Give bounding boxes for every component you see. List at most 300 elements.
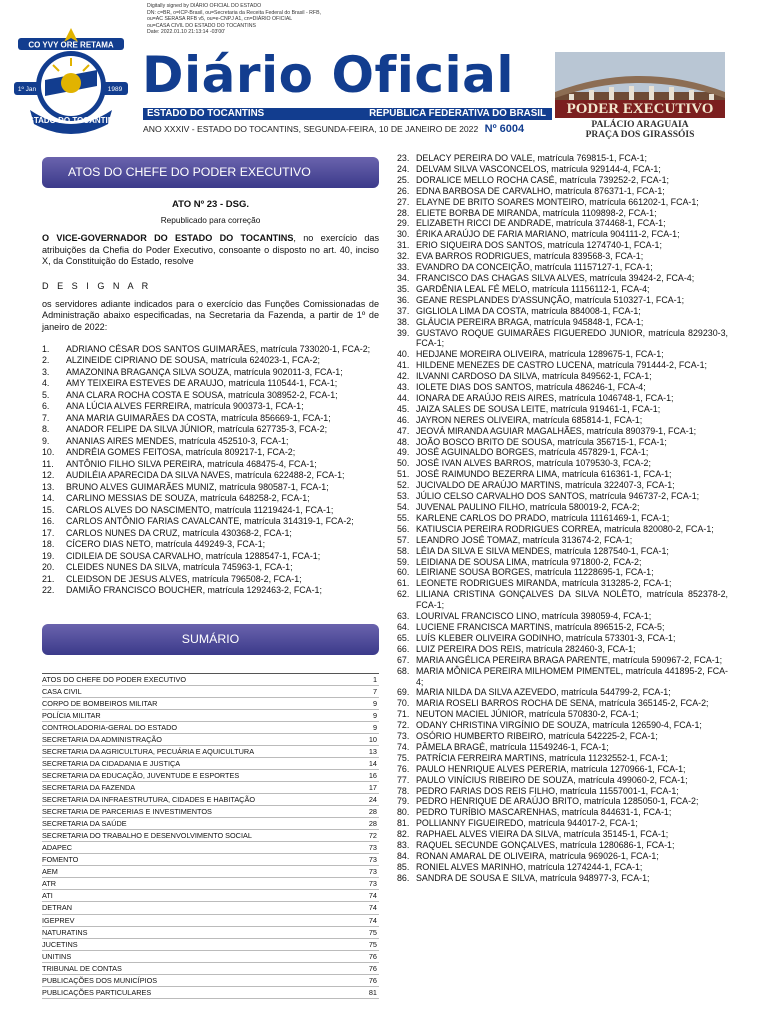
item-text: ANA MARIA GUIMARÃES DA COSTA, matrícula 856669-1, FCA-1; xyxy=(66,412,331,423)
publication-title: Diário Oficial xyxy=(142,46,514,104)
list-item xyxy=(397,360,728,371)
item-number: 39. xyxy=(397,327,410,338)
item-number: 36. xyxy=(397,294,410,305)
item-text: LILIANA CRISTINA GONÇALVES DA SILVA NOLÊTO, matrícula 852378-2, FCA-1; xyxy=(416,589,728,611)
item-number: 1. xyxy=(42,343,50,354)
item-number: 61. xyxy=(397,578,410,589)
summary-page: 75 xyxy=(368,939,377,949)
item-number: 71. xyxy=(397,709,410,720)
item-text: NEUTON MACIEL JÚNIOR, matrícula 570830-2, FCA-1; xyxy=(416,709,639,720)
item-text: AMAZONINA BRAGANÇA SILVA SOUZA, matrícula 902011-3, FCA-1; xyxy=(66,366,343,377)
item-text: ODANY CHRISTINA VIRGÍNIO DE SOUZA, matrícula 126590-4, FCA-1; xyxy=(416,720,702,731)
list-item xyxy=(397,208,728,219)
item-number: 57. xyxy=(397,534,410,545)
summary-label: FOMENTO xyxy=(42,855,79,865)
list-item xyxy=(42,413,379,425)
item-number: 13. xyxy=(42,481,55,492)
item-number: 85. xyxy=(397,861,410,872)
issue-line xyxy=(143,123,524,135)
summary-row[interactable] xyxy=(42,698,379,710)
right-column xyxy=(397,153,728,884)
summary-row[interactable] xyxy=(42,770,379,782)
item-number: 81. xyxy=(397,818,410,829)
item-number: 3. xyxy=(42,366,50,377)
list-item xyxy=(42,574,379,586)
item-text: ÉRIKA ARAÚJO DE FARIA MARIANO, matrícula 904111-2, FCA-1; xyxy=(416,229,680,240)
summary-page: 73 xyxy=(368,855,377,865)
republic-name: REPÚBLICA FEDERATIVA DO BRASIL xyxy=(369,108,546,119)
list-item xyxy=(397,491,728,502)
designar-heading: D E S I G N A R xyxy=(42,280,152,291)
list-item xyxy=(397,175,728,186)
item-number: 34. xyxy=(397,272,410,283)
item-text: ELIETE BORBA DE MIRANDA, matrícula 1109898-2, FCA-1; xyxy=(416,207,657,218)
summary-row[interactable] xyxy=(42,866,379,878)
item-number: 60. xyxy=(397,567,410,578)
summary-table xyxy=(42,673,379,999)
list-item xyxy=(42,562,379,574)
item-text: BRUNO ALVES GUIMARÃES MUNIZ, matrícula 980587-1, FCA-1; xyxy=(66,481,329,492)
summary-label: SECRETARIA DA AGRICULTURA, PECUÁRIA E AQUICULTURA xyxy=(42,746,255,756)
item-number: 23. xyxy=(397,153,410,163)
summary-row[interactable] xyxy=(42,782,379,794)
list-item xyxy=(42,378,379,390)
summary-label: SECRETARIA DO TRABALHO E DESENVOLVIMENTO SOCIAL xyxy=(42,831,252,841)
list-item xyxy=(397,775,728,786)
summary-row[interactable] xyxy=(42,794,379,806)
list-item xyxy=(397,480,728,491)
summary-row[interactable] xyxy=(42,806,379,818)
item-number: 37. xyxy=(397,305,410,316)
item-text: RAQUEL SECUNDE GONÇALVES, matrícula 1280686-1, FCA-1; xyxy=(416,840,675,851)
list-item xyxy=(397,611,728,622)
item-text: JUCIVALDO DE ARAÚJO MARTINS, matrícula 322407-3, FCA-1; xyxy=(416,480,675,491)
item-number: 62. xyxy=(397,589,410,600)
list-item xyxy=(397,731,728,742)
list-item xyxy=(397,764,728,775)
svg-text:1º Jan: 1º Jan xyxy=(17,86,37,93)
summary-label: SECRETARIA DA ADMINISTRAÇÃO xyxy=(42,734,162,744)
item-number: 4. xyxy=(42,378,50,389)
act-title: ATO Nº 23 - DSG. xyxy=(171,199,250,210)
item-text: ILVANNI CARDOSO DA SILVA, matrícula 849562-1, FCA-1; xyxy=(416,371,652,382)
list-item xyxy=(397,197,728,208)
list-item xyxy=(397,851,728,862)
summary-page: 28 xyxy=(368,807,377,817)
item-number: 46. xyxy=(397,414,410,425)
item-number: 43. xyxy=(397,382,410,393)
list-item xyxy=(397,502,728,513)
item-text: PAULO VINÍCIUS RIBEIRO DE SOUZA, matrícula 499060-2, FCA-1; xyxy=(416,774,688,785)
summary-row[interactable] xyxy=(42,915,379,927)
item-text: SANDRA DE SOUSA E SILVA, matrícula 948977-3, FCA-1; xyxy=(416,872,650,883)
state-name: ESTADO DO TOCANTINS xyxy=(147,108,265,119)
item-text: ELIZABETH RICCI DE ANDRADE, matrícula 374468-1, FCA-1; xyxy=(416,218,666,229)
list-item xyxy=(397,742,728,753)
item-number: 31. xyxy=(397,240,410,251)
list-item xyxy=(397,873,728,884)
item-text: JOSÉ IVAN ALVES BARROS, matrícula 1079530-3, FCA-2; xyxy=(416,458,651,469)
item-number: 24. xyxy=(397,163,410,174)
summary-row[interactable] xyxy=(42,842,379,854)
item-number: 32. xyxy=(397,251,410,262)
list-item xyxy=(397,633,728,644)
list-item xyxy=(42,585,379,597)
digital-signature: Digitally signed by DIÁRIO OFICIAL DO ESTADO DN: c=BR, o=ICP-Brasil, ou=Secretaria da Receita Federal do Brasil - RFB, ou=AC SERASA RFB v5, ou=e-CNPJ A1, cn=DIÁRIO OFICIAL ou=CASA CIVIL DO ESTADO DO TOCANTINS Date: 2022.01.10 21:13:14 -03'00' xyxy=(147,3,321,36)
summary-label: ADAPEC xyxy=(42,843,73,853)
list-item xyxy=(397,709,728,720)
list-item xyxy=(42,505,379,517)
summary-label: CASA CIVIL xyxy=(42,686,82,696)
republished-note: Republicado para correção xyxy=(160,215,261,225)
item-number: 17. xyxy=(42,527,55,538)
summary-label: POLÍCIA MILITAR xyxy=(42,710,101,720)
summary-row[interactable] xyxy=(42,987,379,999)
list-item xyxy=(397,447,728,458)
item-text: RAPHAEL ALVES VIEIRA DA SILVA, matrícula 35145-1, FCA-1; xyxy=(416,829,669,840)
summary-label: IGEPREV xyxy=(42,915,75,925)
list-item xyxy=(397,666,728,688)
summary-label: SECRETARIA DA SAÚDE xyxy=(42,819,127,829)
item-text: HEDJANE MOREIRA OLIVEIRA, matrícula 1289675-1, FCA-1; xyxy=(416,349,664,360)
summary-row[interactable] xyxy=(42,674,379,686)
list-item xyxy=(397,578,728,589)
item-number: 77. xyxy=(397,774,410,785)
item-text: EDNA BARBOSA DE CARVALHO, matrícula 876371-1, FCA-1; xyxy=(416,185,665,196)
item-number: 55. xyxy=(397,512,410,523)
item-number: 12. xyxy=(42,470,55,481)
item-number: 15. xyxy=(42,504,55,515)
item-number: 82. xyxy=(397,829,410,840)
item-number: 25. xyxy=(397,174,410,185)
summary-page: 74 xyxy=(368,915,377,925)
list-item xyxy=(42,551,379,563)
item-number: 45. xyxy=(397,403,410,414)
list-item xyxy=(397,371,728,382)
summary-row[interactable] xyxy=(42,758,379,770)
item-text: ANA LÚCIA ALVES FERREIRA, matrícula 900373-1, FCA-1; xyxy=(66,401,304,412)
item-text: POLLIANNY FIGUEIREDO, matrícula 944017-2, FCA-1; xyxy=(416,818,638,829)
summary-row[interactable] xyxy=(42,927,379,939)
item-number: 48. xyxy=(397,436,410,447)
summary-page: 72 xyxy=(368,831,377,841)
item-number: 19. xyxy=(42,550,55,561)
item-number: 20. xyxy=(42,562,55,573)
list-item xyxy=(397,644,728,655)
list-item xyxy=(397,513,728,524)
item-text: DORALICE MELLO ROCHA CASÉ, matrícula 739252-2, FCA-1; xyxy=(416,174,670,185)
item-text: ANANIAS AIRES MENDES, matrícula 452510-3, FCA-1; xyxy=(66,435,289,446)
summary-page: 17 xyxy=(368,782,377,792)
list-item xyxy=(42,459,379,471)
list-item xyxy=(397,218,728,229)
list-item xyxy=(397,807,728,818)
summary-label: CONTROLADORIA-GERAL DO ESTADO xyxy=(42,722,178,732)
list-item xyxy=(397,349,728,360)
item-number: 29. xyxy=(397,218,410,229)
item-text: LOURIVAL FRANCISCO LINO, matrícula 398059-4, FCA-1; xyxy=(416,611,652,622)
designar-text: os servidores adiante indicados para o exercício das Funções Comissionadas de Administração abaixo especificadas, na Secretaria da Fazenda, a partir de 1º de janeiro de 2022: xyxy=(42,298,379,332)
list-item xyxy=(397,786,728,797)
item-text: CARLOS ANTÔNIO FARIAS CAVALCANTE, matrícula 314319-1, FCA-2; xyxy=(66,516,354,527)
item-text: MARIA NILDA DA SILVA AZEVEDO, matrícula 544799-2, FCA-1; xyxy=(416,687,671,698)
item-number: 22. xyxy=(42,585,55,596)
item-number: 33. xyxy=(397,262,410,273)
item-number: 73. xyxy=(397,731,410,742)
summary-row[interactable] xyxy=(42,963,379,975)
item-text: ADRIANO CÉSAR DOS SANTOS GUIMARÃES, matrícula 733020-1, FCA-2; xyxy=(66,343,371,354)
item-text: JEOVÁ MIRANDA AGUIAR MAGALHÃES, matrícula 890379-1, FCA-1; xyxy=(416,425,697,436)
item-text: LEIDIANA DE SOUSA LIMA, matrícula 971800-2, FCA-2; xyxy=(416,556,642,567)
summary-label: SECRETARIA DA CIDADANIA E JUSTIÇA xyxy=(42,758,181,768)
summary-page: 13 xyxy=(368,746,377,756)
item-text: LEONETE RODRIGUES MIRANDA, matrícula 313285-2, FCA-1; xyxy=(416,578,672,589)
summary-label: TRIBUNAL DE CONTAS xyxy=(42,963,122,973)
item-text: JOÃO BOSCO BRITO DE SOUSA, matrícula 356715-1, FCA-1; xyxy=(416,436,667,447)
item-number: 76. xyxy=(397,763,410,774)
summary-row[interactable] xyxy=(42,890,379,902)
item-text: RONAN AMARAL DE OLIVEIRA, matrícula 969026-1, FCA-1; xyxy=(416,851,659,861)
list-item xyxy=(42,355,379,367)
summary-row[interactable] xyxy=(42,722,379,734)
item-text: GARDÊNIA LEAL FÉ MELO, matrícula 11156112-1, FCA-4; xyxy=(416,283,650,294)
item-number: 56. xyxy=(397,523,410,534)
summary-header: SUMÁRIO xyxy=(42,624,379,655)
item-number: 52. xyxy=(397,480,410,491)
item-text: LUCIENE FRANCISCA MARTINS, matrícula 896515-2, FCA-5; xyxy=(416,621,665,632)
item-number: 84. xyxy=(397,851,410,861)
masthead xyxy=(0,0,770,150)
item-text: JOSÉ AGUINALDO BORGES, matrícula 457829-1, FCA-1; xyxy=(416,447,649,458)
list-item xyxy=(397,437,728,448)
summary-page: 76 xyxy=(368,975,377,985)
list-item xyxy=(397,404,728,415)
item-number: 53. xyxy=(397,491,410,502)
item-number: 51. xyxy=(397,469,410,480)
summary-page: 76 xyxy=(368,963,377,973)
item-text: PAULO HENRIQUE ALVES PERERIA, matrícula 1270966-1, FCA-1; xyxy=(416,763,686,774)
item-number: 72. xyxy=(397,720,410,731)
summary-row[interactable] xyxy=(42,902,379,914)
summary-page: 10 xyxy=(368,734,377,744)
item-number: 66. xyxy=(397,643,410,654)
item-number: 35. xyxy=(397,283,410,294)
item-number: 79. xyxy=(397,796,410,807)
preamble-authority: O VICE-GOVERNADOR DO ESTADO DO TOCANTINS xyxy=(42,233,294,243)
list-item xyxy=(397,796,728,807)
palace-square: PRAÇA DOS GIRASSÓIS xyxy=(585,130,695,140)
item-number: 65. xyxy=(397,632,410,643)
list-item xyxy=(42,528,379,540)
list-item xyxy=(397,589,728,611)
item-text: DAMIÃO FRANCISCO BOUCHER, matrícula 1292463-2, FCA-1; xyxy=(66,585,322,596)
list-item xyxy=(397,273,728,284)
list-item xyxy=(42,436,379,448)
item-number: 74. xyxy=(397,741,410,752)
summary-label: JUCETINS xyxy=(42,939,78,949)
item-text: LUIZ PEREIRA DOS REIS, matrícula 282460-3, FCA-1; xyxy=(416,643,636,654)
summary-row[interactable] xyxy=(42,734,379,746)
item-text: IONARA DE ARAÚJO REIS AIRES, matrícula 1046748-1, FCA-1; xyxy=(416,392,674,403)
item-number: 7. xyxy=(42,412,50,423)
title-bar xyxy=(143,108,552,120)
list-item xyxy=(397,426,728,437)
list-item xyxy=(397,753,728,764)
item-text: JOSÉ RAIMUNDO BEZERRA LIMA, matrícula 616361-1, FCA-1; xyxy=(416,469,672,480)
section-header: ATOS DO CHEFE DO PODER EXECUTIVO xyxy=(42,157,379,188)
item-number: 78. xyxy=(397,785,410,796)
item-text: PEDRO TURÍBIO MASCARENHAS, matrícula 844631-1, FCA-1; xyxy=(416,807,672,818)
summary-page: 9 xyxy=(372,722,377,732)
summary-page: 9 xyxy=(372,710,377,720)
list-item xyxy=(397,655,728,666)
list-item xyxy=(397,295,728,306)
item-number: 5. xyxy=(42,389,50,400)
list-item xyxy=(42,424,379,436)
list-item xyxy=(42,390,379,402)
item-number: 67. xyxy=(397,654,410,665)
summary-row[interactable] xyxy=(42,686,379,698)
list-item xyxy=(42,539,379,551)
item-number: 42. xyxy=(397,371,410,382)
summary-label: ATR xyxy=(42,879,57,889)
summary-page: 16 xyxy=(368,770,377,780)
item-number: 63. xyxy=(397,611,410,622)
summary-row[interactable] xyxy=(42,830,379,842)
summary-label: CORPO DE BOMBEIROS MILITAR xyxy=(42,698,158,708)
list-item xyxy=(397,546,728,557)
summary-row[interactable] xyxy=(42,710,379,722)
list-item xyxy=(42,482,379,494)
list-item xyxy=(397,862,728,873)
summary-row[interactable] xyxy=(42,746,379,758)
list-item xyxy=(42,516,379,528)
list-item xyxy=(397,415,728,426)
item-number: 70. xyxy=(397,698,410,709)
list-item xyxy=(397,306,728,317)
list-item xyxy=(397,687,728,698)
list-item xyxy=(397,840,728,851)
item-text: DELACY PEREIRA DO VALE, matrícula 769815-1, FCA-1; xyxy=(416,153,648,163)
list-item xyxy=(42,401,379,413)
item-number: 27. xyxy=(397,196,410,207)
left-column xyxy=(42,152,379,999)
summary-page: 75 xyxy=(368,927,377,937)
list-item xyxy=(397,524,728,535)
summary-label: DETRAN xyxy=(42,903,72,913)
issue-number: Nº 6004 xyxy=(484,123,525,135)
appointee-list xyxy=(42,344,379,597)
list-item xyxy=(42,447,379,459)
summary-label: PUBLICAÇÕES DOS MUNICÍPIOS xyxy=(42,975,158,985)
item-text: GLÁUCIA PEREIRA BRAGA, matrícula 945848-1, FCA-1; xyxy=(416,316,644,327)
item-text: CIDILEIA DE SOUSA CARVALHO, matrícula 1288547-1, FCA-1; xyxy=(66,550,321,561)
item-number: 16. xyxy=(42,516,55,527)
item-number: 59. xyxy=(397,556,410,567)
summary-label: ATOS DO CHEFE DO PODER EXECUTIVO xyxy=(42,674,187,684)
act-preamble xyxy=(42,233,379,268)
summary-row[interactable] xyxy=(42,854,379,866)
item-text: CARLOS ALVES DO NASCIMENTO, matrícula 11219424-1, FCA-1; xyxy=(66,504,334,515)
summary-label: NATURATINS xyxy=(42,927,88,937)
summary-row[interactable] xyxy=(42,975,379,987)
summary-label: AEM xyxy=(42,867,58,877)
palace-caption xyxy=(555,120,725,140)
summary-label: SECRETARIA DA FAZENDA xyxy=(42,782,136,792)
item-number: 86. xyxy=(397,872,410,883)
item-text: AMY TEIXEIRA ESTEVES DE ARAUJO, matrícula 110544-1, FCA-1; xyxy=(66,378,338,389)
summary-label: SECRETARIA DA EDUCAÇÃO, JUVENTUDE E ESPORTES xyxy=(42,770,240,780)
item-number: 30. xyxy=(397,229,410,240)
item-text: MARIA ROSELI BARROS ROCHA DE SENA, matrícula 365145-2, FCA-2; xyxy=(416,698,709,709)
item-text: CLEIDSON DE JESUS ALVES, matrícula 796508-2, FCA-1; xyxy=(66,573,302,584)
item-text: EVA BARROS RODRIGUES, matrícula 839568-3, FCA-1; xyxy=(416,251,644,262)
summary-label: SECRETARIA DA INFRAESTRUTURA, CIDADES E HABITAÇÃO xyxy=(42,795,255,805)
summary-page: 28 xyxy=(368,819,377,829)
summary-page: 7 xyxy=(372,686,377,696)
summary-row[interactable] xyxy=(42,951,379,963)
item-text: ERIO SIQUEIRA DOS SANTOS, matrícula 1274740-1, FCA-1; xyxy=(416,240,662,251)
list-item xyxy=(397,720,728,731)
item-number: 40. xyxy=(397,349,410,360)
item-number: 47. xyxy=(397,425,410,436)
item-number: 10. xyxy=(42,447,55,458)
summary-page: 73 xyxy=(368,879,377,889)
preamble-text: , no exercício das atribuições da Chefia do Poder Executivo, consoante o disposto no art. 40, inciso X, da Constituição do Estado, resolve xyxy=(42,233,379,267)
issue-date: ANO XXXIV - ESTADO DO TOCANTINS, SEGUNDA-FEIRA, 10 DE JANEIRO DE 2022 xyxy=(143,124,479,134)
list-item xyxy=(397,535,728,546)
list-item xyxy=(397,818,728,829)
item-number: 8. xyxy=(42,424,50,435)
item-number: 83. xyxy=(397,840,410,851)
list-item xyxy=(397,153,728,164)
svg-text:CO YVY ORE RETAMA: CO YVY ORE RETAMA xyxy=(28,40,114,50)
list-item xyxy=(397,458,728,469)
list-item xyxy=(397,284,728,295)
summary-page: 73 xyxy=(368,843,377,853)
list-item xyxy=(397,262,728,273)
item-text: CÍCERO DIAS NETO, matrícula 449249-3, FCA-1; xyxy=(66,539,266,550)
tocantins-seal-icon xyxy=(12,20,130,135)
item-number: 9. xyxy=(42,435,50,446)
list-item xyxy=(397,164,728,175)
item-text: JÚLIO CELSO CARVALHO DOS SANTOS, matrícula 946737-2, FCA-1; xyxy=(416,491,700,502)
item-number: 68. xyxy=(397,665,410,676)
list-item xyxy=(42,367,379,379)
list-item xyxy=(397,240,728,251)
item-text: AUDILÉIA APARECIDA DA SILVA NAVES, matrícula 622488-2, FCA-1; xyxy=(66,470,345,481)
item-number: 11. xyxy=(42,458,54,469)
item-text: ALZINEIDE CIPRIANO DE SOUSA, matrícula 624023-1, FCA-2; xyxy=(66,355,321,366)
summary-row[interactable] xyxy=(42,878,379,890)
item-text: GEANE RESPLANDES D'ASSUNÇÃO, matrícula 510327-1, FCA-1; xyxy=(416,294,685,305)
item-number: 6. xyxy=(42,401,50,412)
list-item xyxy=(397,382,728,393)
summary-row[interactable] xyxy=(42,939,379,951)
item-number: 64. xyxy=(397,621,410,632)
list-item xyxy=(397,698,728,709)
summary-row[interactable] xyxy=(42,818,379,830)
item-number: 75. xyxy=(397,752,410,763)
item-text: CARLOS NUNES DA CRUZ, matrícula 430368-2, FCA-1; xyxy=(66,527,292,538)
item-text: LÉIA DA SILVA E SILVA MENDES, matrícula 1287540-1, FCA-1; xyxy=(416,545,669,556)
item-number: 14. xyxy=(42,493,55,504)
item-text: ANTÔNIO FILHO SILVA PEREIRA, matrícula 468475-4, FCA-1; xyxy=(66,458,317,469)
item-text: CLEIDES NUNES DA SILVA, matrícula 745963-1, FCA-1; xyxy=(66,562,293,573)
item-text: KATIUSCIA PEREIRA RODRIGUES CORREA, matrícula 820080-2, FCA-1; xyxy=(416,523,714,534)
list-item xyxy=(397,557,728,568)
palace-name: PALÁCIO ARAGUAIA xyxy=(591,120,689,130)
